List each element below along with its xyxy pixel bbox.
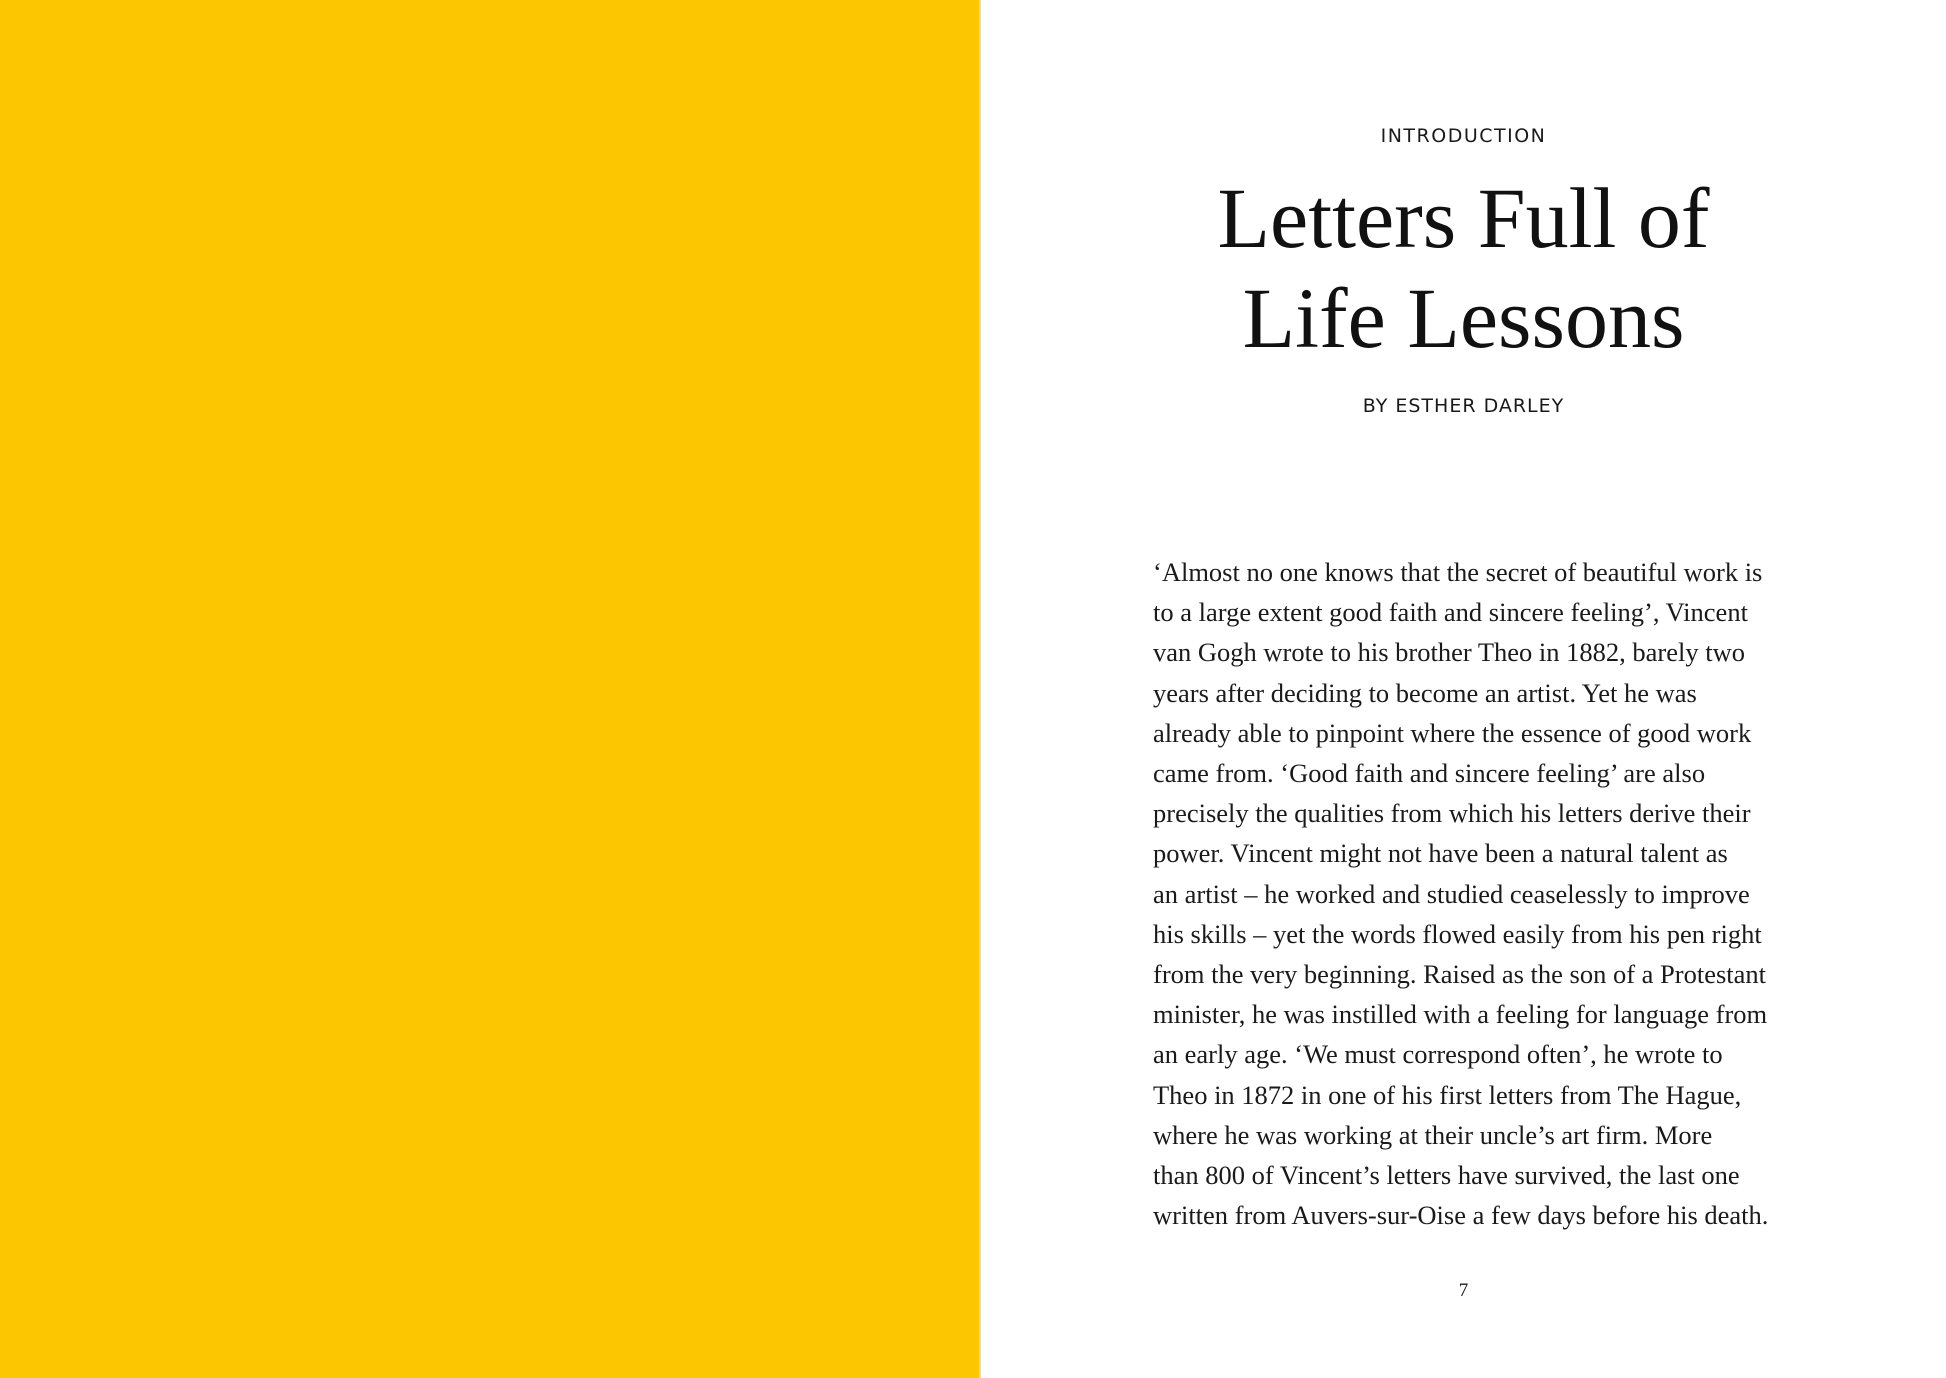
body-line: van Gogh wrote to his brother Theo in 1882, barely two bbox=[1153, 637, 1745, 668]
title-line: Letters Full of bbox=[1217, 170, 1710, 266]
body-line: already able to pinpoint where the essence of good work bbox=[1153, 717, 1752, 748]
page-number: 7 bbox=[1458, 1280, 1469, 1301]
body-paragraph bbox=[1153, 552, 1833, 1235]
body-line: years after deciding to become an artist. Yet he was bbox=[1153, 677, 1697, 708]
body-line: ‘Almost no one knows that the secret of beautiful work is bbox=[1153, 557, 1763, 587]
body-line: where he was working at their uncle’s art firm. More bbox=[1153, 1119, 1713, 1150]
page-title bbox=[981, 168, 1946, 368]
body-line: minister, he was instilled with a feeling for language from bbox=[1153, 999, 1768, 1030]
body-line: from the very beginning. Raised as the son of a Protestant bbox=[1153, 959, 1767, 990]
body-line: power. Vincent might not have been a natural talent as bbox=[1153, 838, 1728, 869]
body-line: an artist – he worked and studied ceaselessly to improve bbox=[1153, 878, 1750, 909]
body-line: precisely the qualities from which his letters derive their bbox=[1153, 798, 1751, 829]
body-line: than 800 of Vincent’s letters have survived, the last one bbox=[1153, 1160, 1740, 1191]
section-label: INTRODUCTION bbox=[1380, 125, 1547, 147]
body-line: written from Auvers-sur-Oise a few days before his death. bbox=[1153, 1200, 1769, 1231]
title-line: Life Lessons bbox=[1242, 270, 1685, 366]
body-line: an early age. ‘We must correspond often’, he wrote to bbox=[1153, 1039, 1723, 1070]
byline: BY ESTHER DARLEY bbox=[1362, 395, 1565, 417]
body-line: Theo in 1872 in one of his first letters from The Hague, bbox=[1153, 1079, 1742, 1110]
body-line: came from. ‘Good faith and sincere feeling’ are also bbox=[1153, 758, 1706, 789]
right-page bbox=[981, 0, 1946, 1378]
body-line: his skills – yet the words flowed easily from his pen right bbox=[1153, 918, 1762, 949]
body-line: to a large extent good faith and sincere feeling’, Vincent bbox=[1153, 597, 1748, 628]
